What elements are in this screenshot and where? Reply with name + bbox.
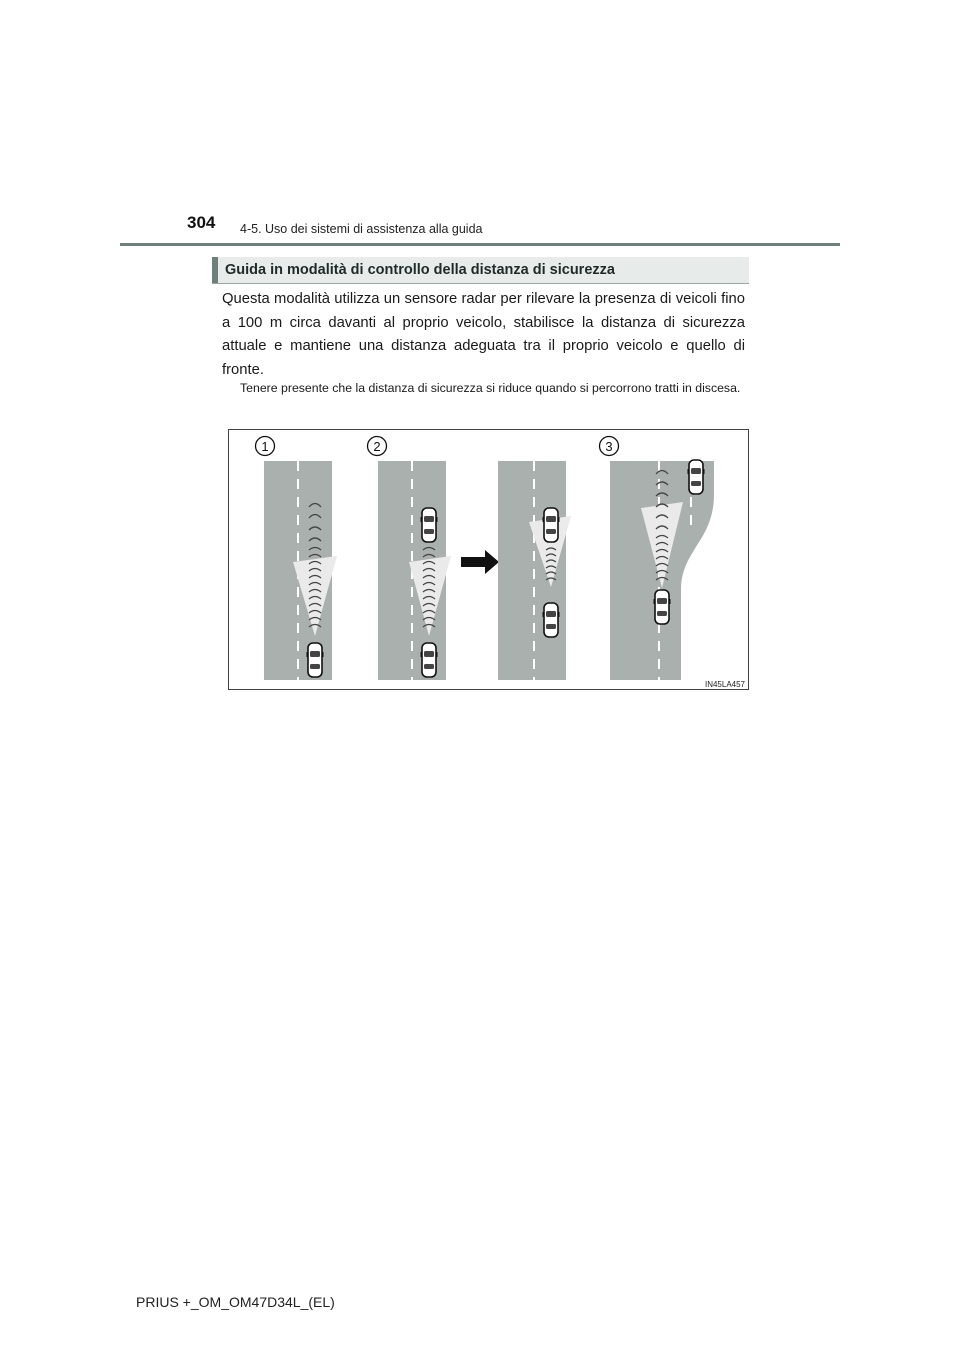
scene-3 [600,437,715,681]
own-car-1 [307,643,324,677]
callout-label-2: 2 [373,439,381,454]
vehicle-adjacent-lane-3 [688,460,705,494]
road-2b [498,461,566,680]
note-paragraph: Tenere presente che la distanza di sicurezza si riduce quando si percorrono tratti in discesa. [240,381,741,395]
scene-2-after [498,461,571,680]
heading-accent [212,257,218,283]
body-paragraph: Questa modalità utilizza un sensore radar per rilevare la presenza di veicoli fino a 100 m circa davanti al proprio veicolo, stabilisce la distanza di sicurezza attuale e mantiene una distanza adeguata tra il proprio veicolo e quello di fronte. [222,291,745,378]
footer-doc-id: PRIUS +_OM_OM47D34L_(EL) [136,1294,335,1310]
illustration-svg [229,430,750,691]
vehicle-ahead-2 [421,508,438,542]
transition-arrow [461,550,499,574]
page-number: 304 [187,213,216,232]
callout-label-1: 1 [261,439,269,454]
scene-1 [256,437,338,681]
scene-2 [368,437,452,681]
heading-bar [212,257,749,284]
section-title: 4-5. Uso dei sistemi di assistenza alla guida [240,222,483,236]
own-car-2b [543,603,560,637]
own-car-2 [421,643,438,677]
own-car-3 [654,590,671,624]
header-rule [120,243,840,246]
callout-label-3: 3 [605,439,613,454]
heading-title: Guida in modalità di controllo della distanza di sicurezza [225,262,615,278]
vehicle-ahead-2b [543,508,560,542]
figure-code: IN45LA457 [704,680,745,689]
illustration-figure [228,429,749,690]
